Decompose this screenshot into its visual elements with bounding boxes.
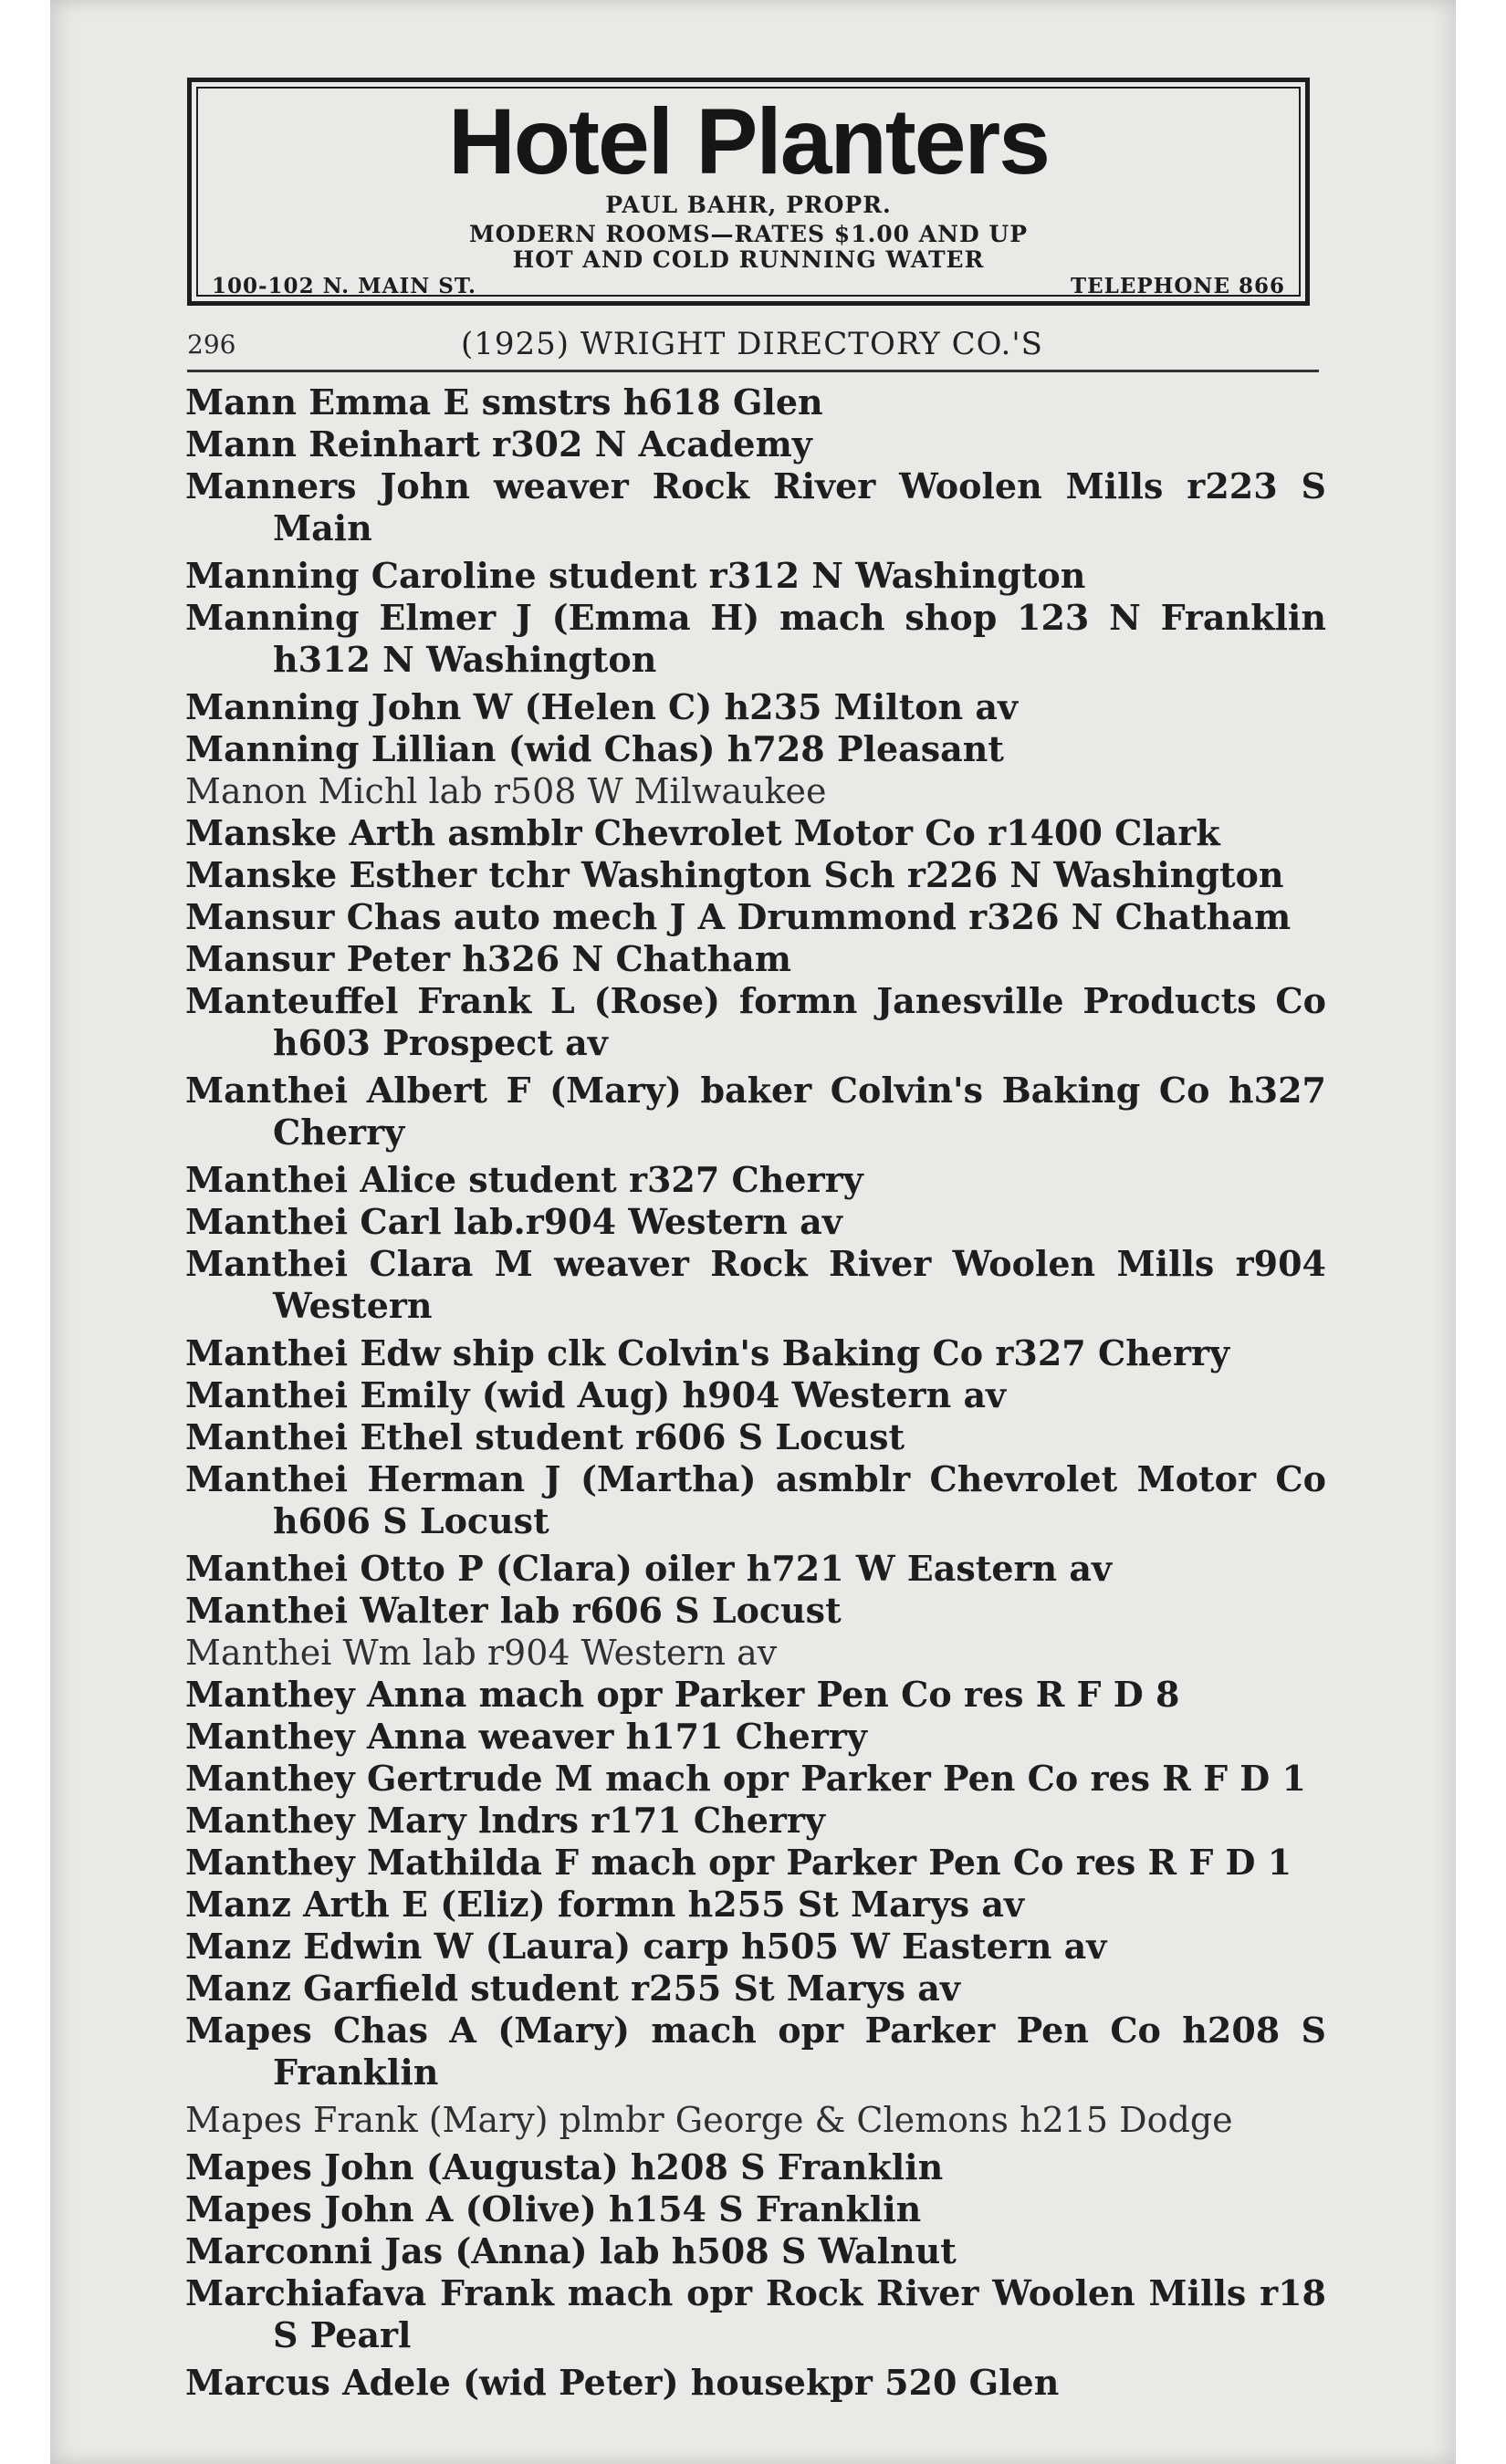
list-item: Manthei Alice student r327 Cherry xyxy=(185,1159,863,1200)
list-item: Mapes John (Augusta) h208 S Franklin xyxy=(185,2146,944,2187)
list-item: Manning John W (Helen C) h235 Milton av xyxy=(185,686,1019,727)
list-item: Manthei Walter lab r606 S Locust xyxy=(185,1590,842,1631)
list-item: Manthei Carl lab.r904 Western av xyxy=(185,1201,842,1242)
list-item: Manteuffel Frank L (Rose) formn Janesville Products Co h603 Prospect av xyxy=(185,980,1326,1063)
list-item: Manthei Edw ship clk Colvin's Baking Co r327 Cherry xyxy=(185,1332,1230,1373)
ad-rates: MODERN ROOMS—RATES $1.00 AND UP xyxy=(468,221,1029,247)
list-item: Manthey Anna mach opr Parker Pen Co res R F D 8 xyxy=(185,1674,1180,1715)
list-item: Mann Emma E smstrs h618 Glen xyxy=(185,381,823,423)
list-item: Manning Caroline student r312 N Washington xyxy=(185,555,1086,596)
list-item: Manz Edwin W (Laura) carp h505 W Eastern av xyxy=(185,1926,1107,1967)
directory-entries xyxy=(185,381,1326,2404)
list-item: Manske Arth asmblr Chevrolet Motor Co r1400 Clark xyxy=(185,812,1220,853)
ad-title: Hotel Planters xyxy=(448,89,1049,193)
list-item: Manthey Anna weaver h171 Cherry xyxy=(185,1716,867,1757)
list-item: Manthei Otto P (Clara) oiler h721 W Eastern av xyxy=(185,1548,1113,1589)
list-item: Manthey Mathilda F mach opr Parker Pen Co res R F D 1 xyxy=(185,1842,1292,1883)
running-head xyxy=(187,324,1319,372)
list-item: Mansur Chas auto mech J A Drummond r326 N Chatham xyxy=(185,896,1292,937)
hotel-advertisement xyxy=(187,78,1310,306)
list-item: Manthei Albert F (Mary) baker Colvin's Baking Co h327 Cherry xyxy=(185,1070,1326,1153)
list-item: Marchiafava Frank mach opr Rock River Woolen Mills r18 S Pearl xyxy=(185,2272,1326,2355)
list-item: Manz Garfield student r255 St Marys av xyxy=(185,1968,960,2009)
list-item: Mapes John A (Olive) h154 S Franklin xyxy=(185,2188,922,2229)
list-item: Manthey Gertrude M mach opr Parker Pen Co res R F D 1 xyxy=(185,1758,1306,1799)
list-item: Mann Reinhart r302 N Academy xyxy=(185,423,812,465)
list-item: Manz Arth E (Eliz) formn h255 St Marys av xyxy=(185,1884,1025,1925)
ad-address: 100-102 N. MAIN ST. xyxy=(212,274,477,298)
directory-page xyxy=(50,0,1456,2464)
ad-water: HOT AND COLD RUNNING WATER xyxy=(512,246,985,273)
list-item: Manthei Clara M weaver Rock River Woolen Mills r904 Western xyxy=(185,1243,1326,1326)
list-item: Mapes Frank (Mary) plmbr George & Clemons h215 Dodge xyxy=(185,2100,1233,2140)
ad-owner: PAUL BAHR, PROPR. xyxy=(605,192,892,218)
list-item: Manthey Mary lndrs r171 Cherry xyxy=(185,1800,826,1841)
list-item: Marconni Jas (Anna) lab h508 S Walnut xyxy=(185,2230,957,2271)
list-item: Manthei Wm lab r904 Western av xyxy=(185,1633,778,1673)
list-item: Mansur Peter h326 N Chatham xyxy=(185,938,791,979)
list-item: Manners John weaver Rock River Woolen Mills r223 S Main xyxy=(185,465,1326,548)
list-item: Manske Esther tchr Washington Sch r226 N Washington xyxy=(185,854,1284,895)
list-item: Manthei Herman J (Martha) asmblr Chevrolet Motor Co h606 S Locust xyxy=(185,1458,1326,1541)
list-item: Marcus Adele (wid Peter) housekpr 520 Glen xyxy=(185,2362,1060,2403)
list-item: Manning Elmer J (Emma H) mach shop 123 N Franklin h312 N Washington xyxy=(185,597,1326,680)
directory-title: (1925) WRIGHT DIRECTORY CO.'S xyxy=(461,326,1043,362)
list-item: Manthei Ethel student r606 S Locust xyxy=(185,1416,905,1457)
list-item: Manthei Emily (wid Aug) h904 Western av xyxy=(185,1374,1007,1415)
page-number: 296 xyxy=(187,329,236,360)
list-item: Manon Michl lab r508 W Milwaukee xyxy=(185,771,827,811)
list-item: Manning Lillian (wid Chas) h728 Pleasant xyxy=(185,728,1004,769)
ad-telephone: TELEPHONE 866 xyxy=(1071,274,1285,298)
list-item: Mapes Chas A (Mary) mach opr Parker Pen Co h208 S Franklin xyxy=(185,2010,1326,2093)
